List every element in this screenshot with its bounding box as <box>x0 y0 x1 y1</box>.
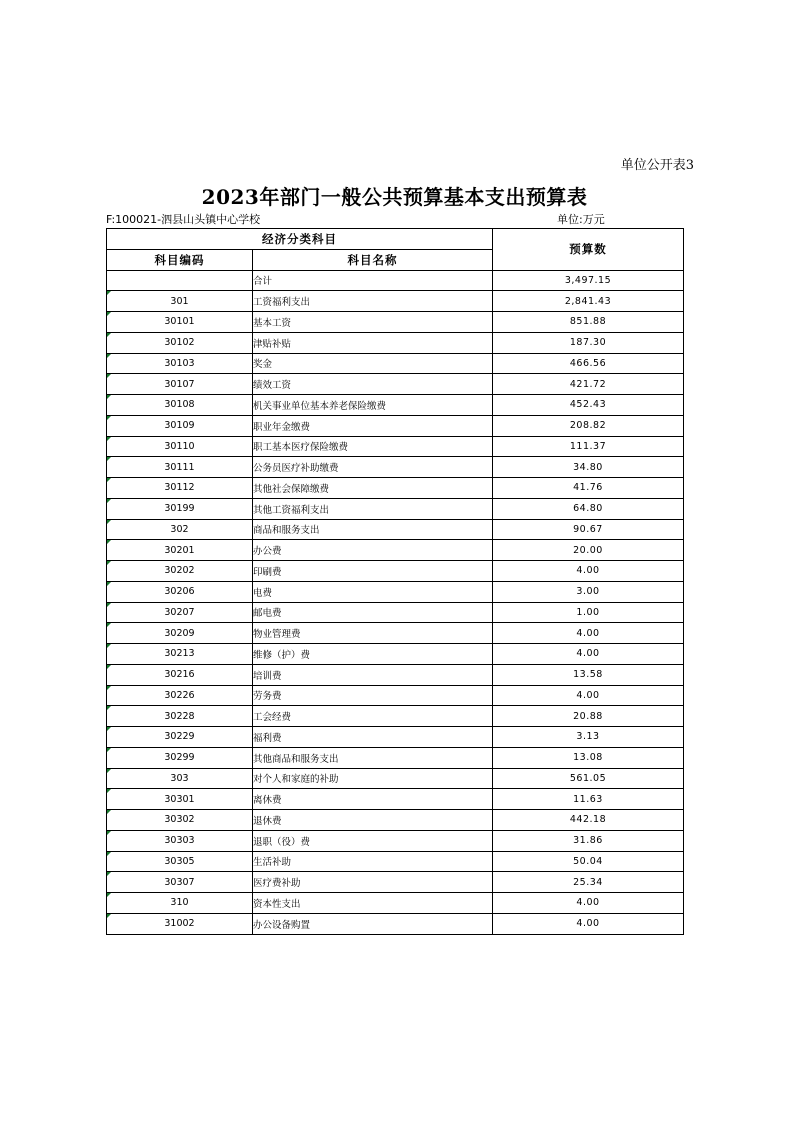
table-row <box>107 685 684 706</box>
amount-cell: 90.67 <box>493 519 684 540</box>
amount-cell: 50.04 <box>493 851 684 872</box>
table-row <box>107 374 684 395</box>
table-row <box>107 540 684 561</box>
header-name: 科目名称 <box>253 249 493 270</box>
name-cell: 职工基本医疗保险缴费 <box>253 436 493 457</box>
name-cell: 印刷费 <box>253 561 493 582</box>
amount-cell: 11.63 <box>493 789 684 810</box>
amount-cell: 442.18 <box>493 810 684 831</box>
table-row <box>107 747 684 768</box>
name-cell: 医疗费补助 <box>253 872 493 893</box>
table-row <box>107 602 684 623</box>
header-econ-category: 经济分类科目 <box>107 229 493 250</box>
table-row <box>107 893 684 914</box>
name-cell: 职业年金缴费 <box>253 415 493 436</box>
table-row <box>107 913 684 934</box>
code-cell: 30209 <box>107 623 253 644</box>
table-row <box>107 291 684 312</box>
code-cell: 30109 <box>107 415 253 436</box>
code-cell: 302 <box>107 519 253 540</box>
name-cell: 商品和服务支出 <box>253 519 493 540</box>
table-row <box>107 457 684 478</box>
table-row <box>107 872 684 893</box>
table-row <box>107 623 684 644</box>
table-row <box>107 830 684 851</box>
table-row <box>107 478 684 499</box>
code-cell: 30107 <box>107 374 253 395</box>
amount-cell: 1.00 <box>493 602 684 623</box>
table-row <box>107 851 684 872</box>
name-cell: 离休费 <box>253 789 493 810</box>
name-cell: 绩效工资 <box>253 374 493 395</box>
amount-cell: 13.58 <box>493 664 684 685</box>
amount-cell: 421.72 <box>493 374 684 395</box>
code-cell: 310 <box>107 893 253 914</box>
amount-cell: 466.56 <box>493 353 684 374</box>
name-cell: 退职（役）费 <box>253 830 493 851</box>
amount-cell: 111.37 <box>493 436 684 457</box>
name-cell: 培训费 <box>253 664 493 685</box>
table-row <box>107 270 684 291</box>
name-cell: 办公费 <box>253 540 493 561</box>
header-code: 科目编码 <box>107 249 253 270</box>
name-cell: 电费 <box>253 581 493 602</box>
name-cell: 公务员医疗补助缴费 <box>253 457 493 478</box>
name-cell: 福利费 <box>253 727 493 748</box>
name-cell: 对个人和家庭的补助 <box>253 768 493 789</box>
code-cell: 30301 <box>107 789 253 810</box>
amount-cell: 452.43 <box>493 395 684 416</box>
code-cell: 30108 <box>107 395 253 416</box>
code-cell: 30303 <box>107 830 253 851</box>
amount-cell: 20.88 <box>493 706 684 727</box>
table-row <box>107 664 684 685</box>
name-cell: 维修（护）费 <box>253 644 493 665</box>
name-cell: 工会经费 <box>253 706 493 727</box>
amount-cell: 4.00 <box>493 893 684 914</box>
code-cell: 30201 <box>107 540 253 561</box>
code-cell: 30199 <box>107 498 253 519</box>
table-row <box>107 706 684 727</box>
code-cell: 30216 <box>107 664 253 685</box>
table-row <box>107 395 684 416</box>
code-cell: 30302 <box>107 810 253 831</box>
table-row <box>107 581 684 602</box>
amount-cell: 187.30 <box>493 332 684 353</box>
table-row <box>107 436 684 457</box>
name-cell: 津贴补贴 <box>253 332 493 353</box>
code-cell: 30206 <box>107 581 253 602</box>
table-row <box>107 415 684 436</box>
code-cell: 30112 <box>107 478 253 499</box>
table-row <box>107 789 684 810</box>
amount-cell: 4.00 <box>493 561 684 582</box>
amount-cell: 2,841.43 <box>493 291 684 312</box>
table-row <box>107 561 684 582</box>
amount-cell: 64.80 <box>493 498 684 519</box>
code-cell: 30110 <box>107 436 253 457</box>
table-row <box>107 768 684 789</box>
amount-cell: 20.00 <box>493 540 684 561</box>
table-row <box>107 810 684 831</box>
code-cell: 303 <box>107 768 253 789</box>
code-cell: 30101 <box>107 312 253 333</box>
name-cell: 资本性支出 <box>253 893 493 914</box>
page-title: 2023年部门一般公共预算基本支出预算表 <box>201 185 588 209</box>
name-cell: 退休费 <box>253 810 493 831</box>
name-cell: 奖金 <box>253 353 493 374</box>
name-cell: 办公设备购置 <box>253 913 493 934</box>
name-cell: 邮电费 <box>253 602 493 623</box>
amount-cell: 34.80 <box>493 457 684 478</box>
table-row <box>107 312 684 333</box>
amount-cell: 3.13 <box>493 727 684 748</box>
name-cell: 其他社会保障缴费 <box>253 478 493 499</box>
table-row <box>107 353 684 374</box>
amount-cell: 3.00 <box>493 581 684 602</box>
amount-cell: 25.34 <box>493 872 684 893</box>
code-cell <box>107 270 253 291</box>
table-row <box>107 498 684 519</box>
code-cell: 30228 <box>107 706 253 727</box>
budget-table <box>106 228 684 935</box>
name-cell: 劳务费 <box>253 685 493 706</box>
amount-cell: 4.00 <box>493 644 684 665</box>
amount-cell: 41.76 <box>493 478 684 499</box>
code-cell: 30305 <box>107 851 253 872</box>
table-row <box>107 332 684 353</box>
header-amount: 预算数 <box>493 229 684 271</box>
name-cell: 基本工资 <box>253 312 493 333</box>
name-cell: 其他工资福利支出 <box>253 498 493 519</box>
table-row <box>107 727 684 748</box>
code-cell: 30202 <box>107 561 253 582</box>
amount-cell: 4.00 <box>493 913 684 934</box>
code-cell: 30102 <box>107 332 253 353</box>
code-cell: 30226 <box>107 685 253 706</box>
code-cell: 30111 <box>107 457 253 478</box>
code-cell: 301 <box>107 291 253 312</box>
name-cell: 合计 <box>253 270 493 291</box>
table-row <box>107 519 684 540</box>
amount-cell: 561.05 <box>493 768 684 789</box>
amount-cell: 4.00 <box>493 623 684 644</box>
name-cell: 物业管理费 <box>253 623 493 644</box>
unit-label: 单位:万元 <box>557 213 605 226</box>
table-row <box>107 644 684 665</box>
table-body <box>107 270 684 934</box>
code-cell: 30307 <box>107 872 253 893</box>
amount-cell: 13.08 <box>493 747 684 768</box>
amount-cell: 3,497.15 <box>493 270 684 291</box>
code-cell: 30207 <box>107 602 253 623</box>
code-cell: 30213 <box>107 644 253 665</box>
amount-cell: 851.88 <box>493 312 684 333</box>
amount-cell: 31.86 <box>493 830 684 851</box>
amount-cell: 208.82 <box>493 415 684 436</box>
name-cell: 机关事业单位基本养老保险缴费 <box>253 395 493 416</box>
code-cell: 31002 <box>107 913 253 934</box>
code-cell: 30229 <box>107 727 253 748</box>
header-row-1 <box>107 229 684 250</box>
amount-cell: 4.00 <box>493 685 684 706</box>
code-cell: 30103 <box>107 353 253 374</box>
unit-name: F:100021-泗县山头镇中心学校 <box>106 213 261 226</box>
code-cell: 30299 <box>107 747 253 768</box>
name-cell: 工资福利支出 <box>253 291 493 312</box>
name-cell: 其他商品和服务支出 <box>253 747 493 768</box>
name-cell: 生活补助 <box>253 851 493 872</box>
form-tag: 单位公开表3 <box>620 158 694 173</box>
